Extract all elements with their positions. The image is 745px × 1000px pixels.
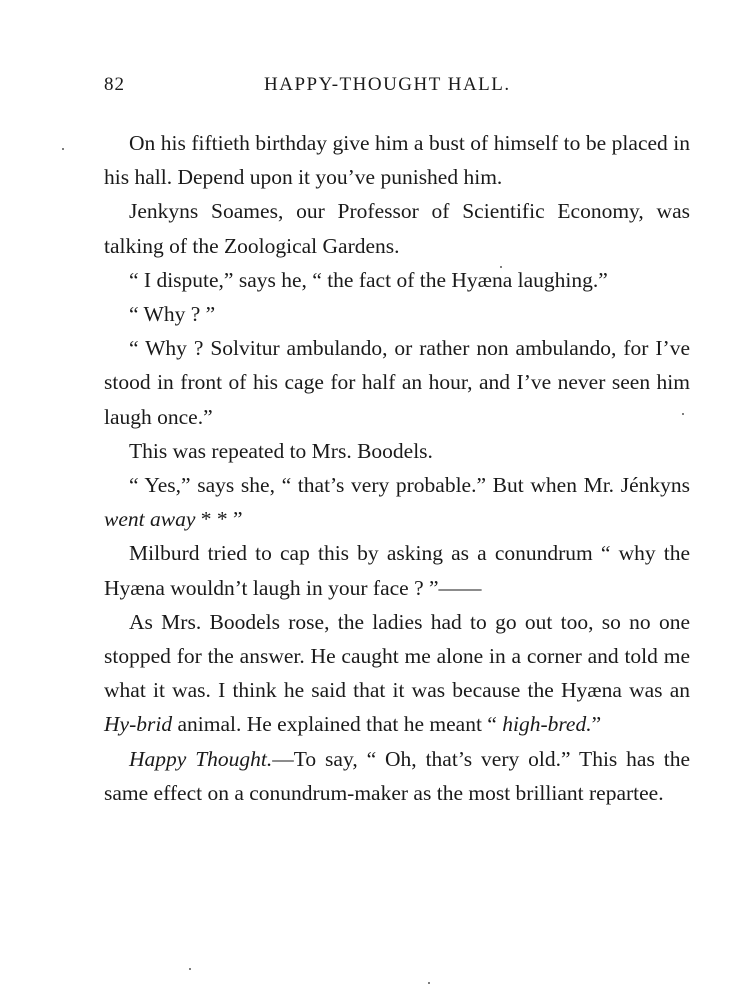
hy-brid-italic: Hy-brid bbox=[104, 712, 173, 737]
paragraph-answer bbox=[104, 605, 690, 742]
page-number: 82 bbox=[104, 74, 125, 95]
running-head bbox=[104, 74, 690, 98]
paragraph-answer-end: ” bbox=[591, 712, 602, 737]
paragraph-bust: On his fiftieth birthday give him a bust of himself to be placed in his hall. Depend upon it you’ve punished him. bbox=[104, 131, 690, 190]
running-title: HAPPY-THOUGHT HALL. bbox=[264, 74, 511, 95]
paragraph-why: “ Why ? ” bbox=[129, 302, 216, 327]
body-text bbox=[104, 126, 690, 810]
print-speck bbox=[189, 968, 191, 970]
paragraph-solvitur: “ Why ? Solvitur ambulando, or rather non ambulando, for I’ve stood in front of his cage for half an hour, and I’ve never seen him laugh once.” bbox=[104, 336, 690, 429]
print-speck bbox=[428, 982, 430, 984]
paragraph-yes-text: “ Yes,” says she, “ that’s very probable.” But when Mr. Jénkyns bbox=[129, 473, 690, 498]
went-away-italic: went away bbox=[104, 507, 196, 532]
paragraph-answer-middle: animal. He explained that he meant “ bbox=[172, 712, 503, 737]
print-speck bbox=[682, 413, 684, 415]
paragraph-happy-thought-text: —To say, “ Oh, that’s very old.” This has the same effect on a conundrum-maker as the most brilliant repartee. bbox=[104, 746, 691, 805]
paragraph-dispute: “ I dispute,” says he, “ the fact of the Hyæna laughing.” bbox=[129, 267, 608, 292]
paragraph-happy-thought bbox=[104, 742, 690, 810]
paragraph-yes-end: * * ” bbox=[195, 507, 243, 532]
paragraph-jenkyns-intro: Jenkyns Soames, our Professor of Scientific Economy, was talking of the Zoological Gardens. bbox=[104, 199, 690, 258]
high-bred-italic: high-bred. bbox=[502, 712, 592, 737]
happy-thought-italic: Happy Thought. bbox=[129, 746, 273, 771]
paragraph-milburd: Milburd tried to cap this by asking as a conundrum “ why the Hyæna wouldn’t laugh in your face ? ”—— bbox=[104, 541, 690, 600]
paragraph-repeated: This was repeated to Mrs. Boodels. bbox=[129, 438, 433, 463]
paragraph-answer-text: As Mrs. Boodels rose, the ladies had to go out too, so no one stopped for the answer. He caught me alone in a corner and told me what it was. I think he said that it was because the Hyæna was an bbox=[104, 609, 690, 703]
print-speck bbox=[500, 266, 502, 268]
print-speck bbox=[62, 148, 64, 150]
paragraph-yes bbox=[104, 468, 690, 536]
